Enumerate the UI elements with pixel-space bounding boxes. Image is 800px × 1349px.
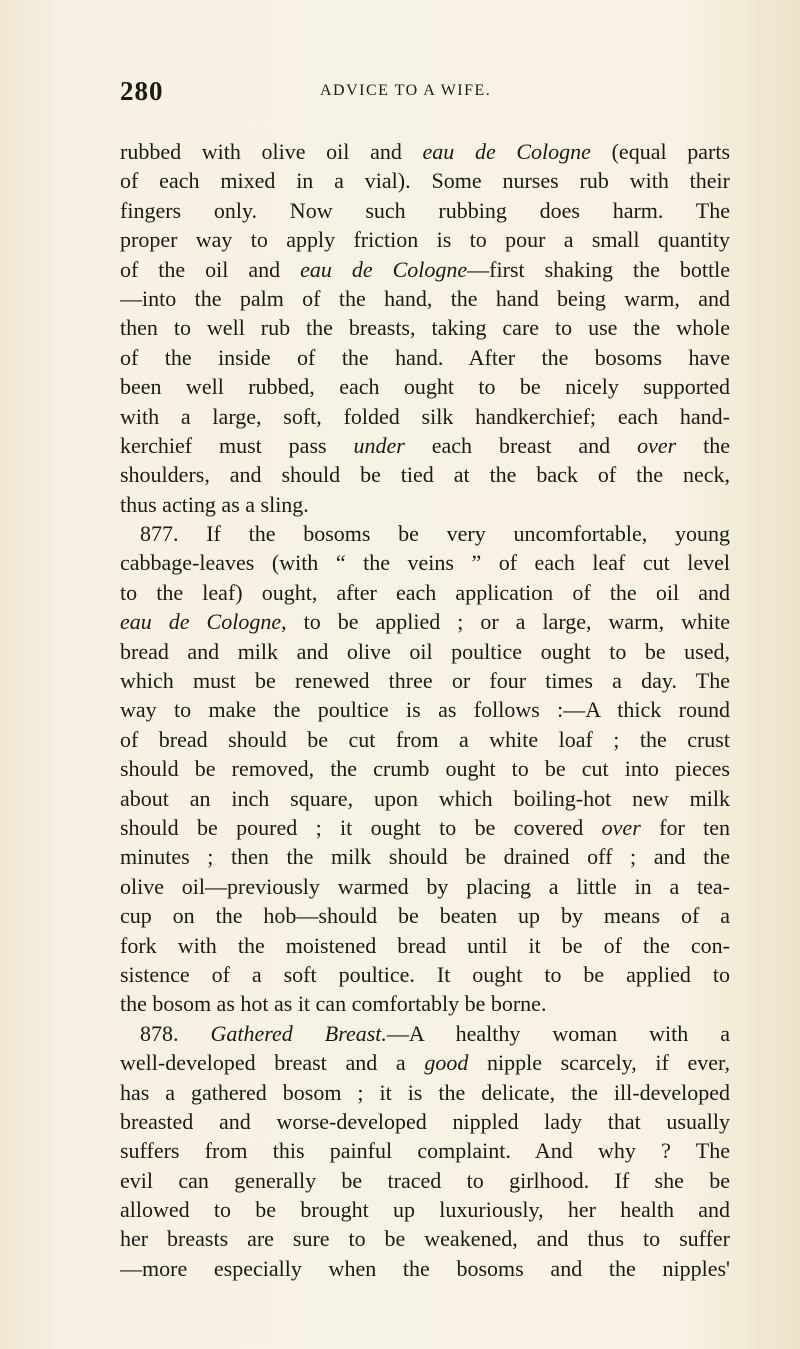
text-line: way to make the poultice is as follows :—A thick round bbox=[120, 697, 730, 723]
text-line: kerchief must pass under each breast and over the bbox=[120, 432, 730, 458]
text-line: of bread should be cut from a white loaf ; the crust bbox=[120, 726, 730, 752]
body-text bbox=[120, 137, 730, 1283]
text-line: evil can generally be traced to girlhood. If she be bbox=[120, 1167, 730, 1193]
text-line: sistence of a soft poultice. It ought to be applied to bbox=[120, 961, 730, 987]
text-line: of each mixed in a vial). Some nurses rub with their bbox=[120, 168, 730, 194]
running-head: ADVICE TO A WIFE. bbox=[320, 82, 492, 99]
text-line: rubbed with olive oil and eau de Cologne (equal parts bbox=[120, 139, 730, 164]
paragraph-878-start: 878. Gathered Breast.—A healthy woman with a bbox=[140, 1020, 731, 1046]
text-line: bread and milk and olive oil poultice ought to be used, bbox=[120, 638, 730, 664]
text-line: fingers only. Now such rubbing does harm. The bbox=[120, 197, 730, 223]
text-line: the bosom as hot as it can comfortably be borne. bbox=[120, 991, 547, 1017]
text-line: about an inch square, upon which boiling-hot new milk bbox=[120, 785, 730, 811]
text-line: olive oil—previously warmed by placing a little in a tea- bbox=[120, 873, 730, 899]
text-line: fork with the moistened bread until it be of the con- bbox=[120, 932, 730, 958]
text-line: should be removed, the crumb ought to be cut into pieces bbox=[120, 756, 730, 782]
page-header bbox=[120, 76, 728, 106]
text-line: been well rubbed, each ought to be nicely supported bbox=[120, 374, 730, 400]
text-line: thus acting as a sling. bbox=[120, 491, 309, 517]
text-line: which must be renewed three or four times a day. The bbox=[120, 668, 730, 694]
text-line: —into the palm of the hand, the hand being warm, and bbox=[120, 285, 730, 311]
text-line: should be poured ; it ought to be covered over for ten bbox=[120, 814, 731, 840]
text-line: —more especially when the bosoms and the nipples' bbox=[120, 1255, 730, 1281]
text-line: breasted and worse-developed nippled lady that usually bbox=[120, 1108, 730, 1134]
text-line: cup on the hob—should be beaten up by means of a bbox=[120, 903, 730, 929]
text-line: of the inside of the hand. After the bosoms have bbox=[120, 344, 730, 370]
paragraph-877-start: 877. If the bosoms be very uncomfortable, young bbox=[140, 521, 730, 547]
text-line: cabbage-leaves (with “ the veins ” of each leaf cut level bbox=[120, 550, 730, 576]
text-line: has a gathered bosom ; it is the delicate, the ill-developed bbox=[120, 1079, 730, 1105]
text-line: minutes ; then the milk should be drained off ; and the bbox=[120, 844, 730, 870]
text-line: allowed to be brought up luxuriously, her health and bbox=[120, 1197, 730, 1223]
text-line: then to well rub the breasts, taking care to use the whole bbox=[120, 315, 730, 341]
text-line: with a large, soft, folded silk handkerchief; each hand- bbox=[120, 403, 730, 429]
text-line: proper way to apply friction is to pour a small quantity bbox=[120, 227, 730, 253]
text-line: her breasts are sure to be weakened, and thus to suffer bbox=[120, 1226, 730, 1252]
text-line: to the leaf) ought, after each application of the oil and bbox=[120, 579, 730, 605]
text-line: eau de Cologne, to be applied ; or a large, warm, white bbox=[120, 609, 730, 635]
page-number: 280 bbox=[120, 76, 164, 106]
text-line: of the oil and eau de Cologne—first shaking the bottle bbox=[120, 256, 730, 282]
text-line: well-developed breast and a good nipple scarcely, if ever, bbox=[120, 1050, 730, 1076]
text-line: shoulders, and should be tied at the back of the neck, bbox=[120, 462, 730, 488]
text-line: suffers from this painful complaint. And why ? The bbox=[120, 1138, 730, 1164]
